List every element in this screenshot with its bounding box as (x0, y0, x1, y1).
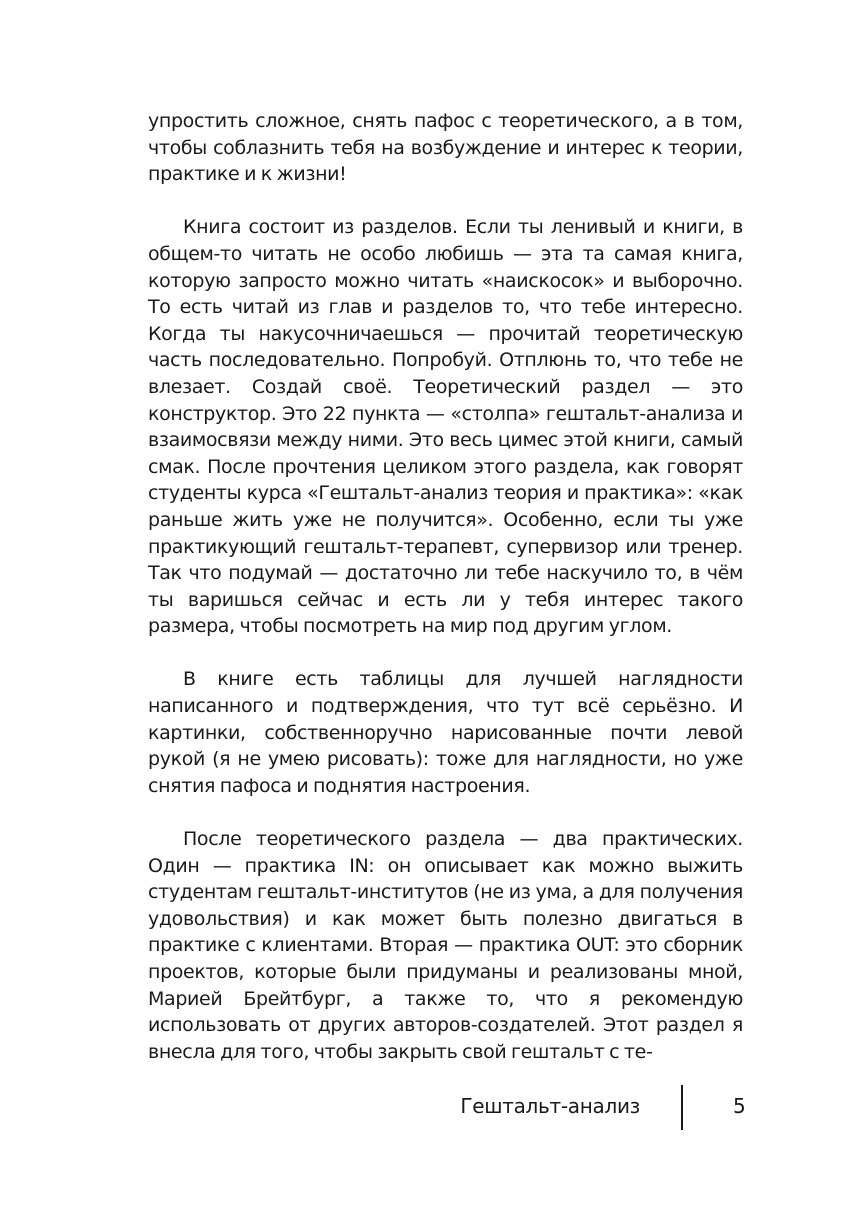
body-text (148, 108, 743, 1065)
paragraph-tables-and-pictures: В книге есть таблицы для лучшей наглядности написанного и подтверждения, что тут всё серьёзно. И картинки, собственноручно нарисованные почти левой рукой (я не умею рисовать): тоже для наглядности, но уже снятия пафоса и поднятия настроения. (148, 668, 743, 797)
paragraph-book-structure: Книга состоит из разделов. Если ты ленивый и книги, в общем-то читать не особо любишь — эта та самая книга, которую запросто можно читать «наискосок» и выборочно. То есть читай из глав и разделов то, что тебе интересно. Когда ты накусочничаешься — прочитай теоретическую часть последовательно. Попробуй. Отплюнь то, что тебе не влезает. Создай своё. Теоретический раздел — это конструктор. Это 22 пункта — «столпа» гештальт-анализа и взаимосвязи между ними. Это весь цимес этой книги, самый смак. После прочтения целиком этого раздела, как говорят студенты курса «Гештальт-анализ теория и практика»: «как раньше жить уже не получится». Особенно, если ты уже практикующий гештальт-терапевт, супервизор или тренер. Так что подумай — достаточно ли тебе наскучило то, в чём ты варишься сейчас и есть ли у тебя интерес такого размера, чтобы посмотреть на мир под другим углом. (148, 216, 743, 638)
running-title: Гештальт-анализ (460, 1094, 640, 1118)
page-number: 5 (733, 1094, 746, 1118)
footer-divider (681, 1085, 683, 1130)
paragraph-continuation: упростить сложное, снять пафос с теоретического, а в том, чтобы соблазнить тебя на возбуждение и интерес к теории, практике и к жизни! (148, 110, 743, 186)
paragraph-practical-sections: После теоретического раздела — два практических. Один — практика IN: он описывает как можно выжить студентам гештальт-институтов (не из ума, а для получения удовольствия) и как может быть полезно двигаться в практике с клиентами. Вторая — практика OUT: это сборник проектов, которые были придуманы и реализованы мной, Марией Брейтбург, а также то, что я рекомендую использовать от других авторов-создателей. Этот раздел я внесла для того, чтобы закрыть свой гештальт с те- (148, 828, 743, 1063)
